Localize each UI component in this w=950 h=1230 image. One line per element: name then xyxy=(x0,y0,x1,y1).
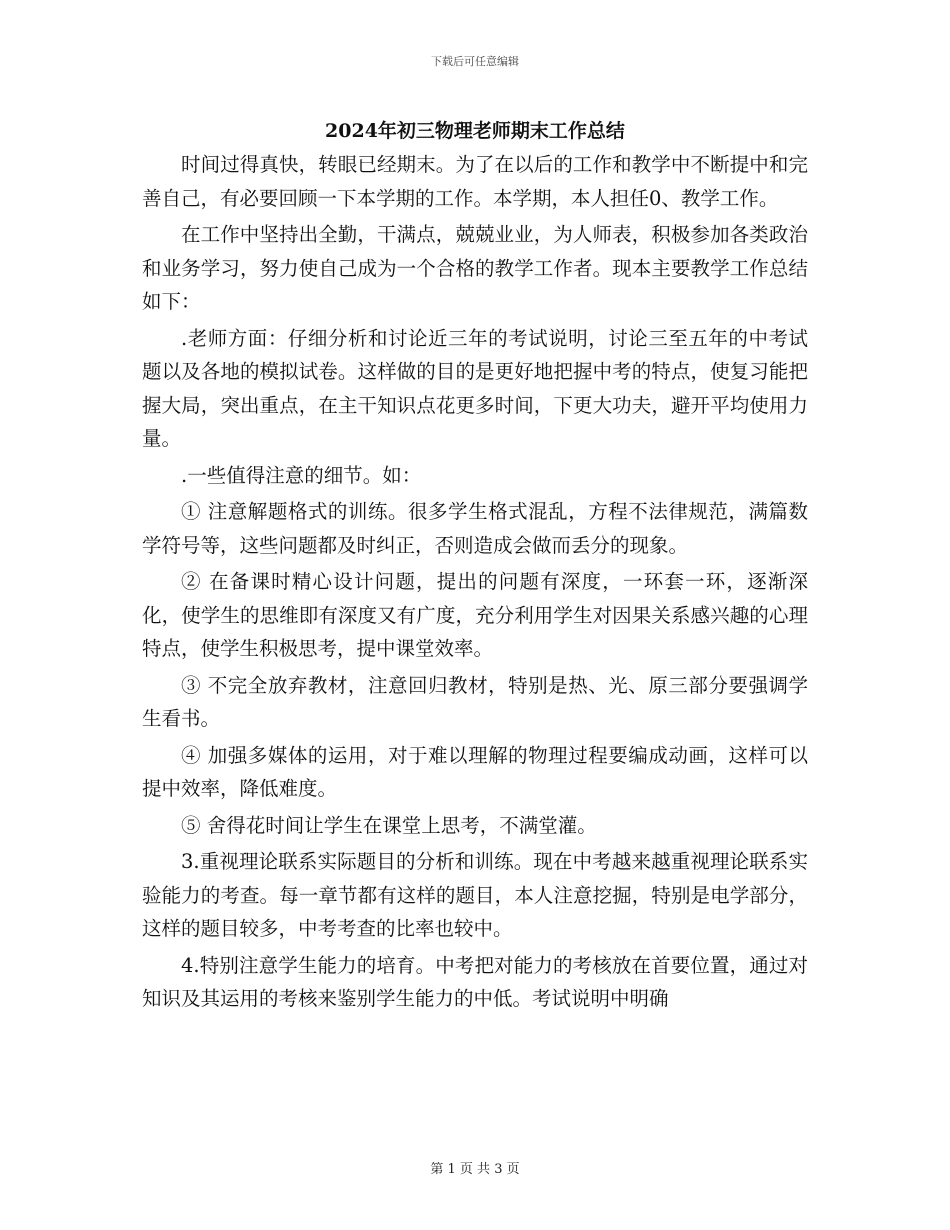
paragraph: .一些值得注意的细节。如： xyxy=(181,463,422,487)
paragraph: 在工作中坚持出全勤，干满点，兢兢业业，为人师表，积极参加各类政治和业务学习，努力使自己成为一个合格的教学工作者。现本主要教学工作总结如下： xyxy=(142,223,808,313)
paragraph: ① 注意解题格式的训练。很多学生格式混乱，方程不法律规范，满篇数学符号等，这些问题都及时纠正，否则造成会做而丢分的现象。 xyxy=(142,500,808,557)
paragraph: 3.重视理论联系实际题目的分析和训练。现在中考越来越重视理论联系实验能力的考查。每一章节都有这样的题目，本人注意挖掘，特别是电学部分，这样的题目较多，中考考查的比率也较中。 xyxy=(142,850,808,940)
paragraph: ④ 加强多媒体的运用，对于难以理解的物理过程要编成动画，这样可以提中效率，降低难度。 xyxy=(142,743,808,800)
document-title: 2024年初三物理老师期末工作总结 xyxy=(325,120,625,142)
page-number-footer: 第 1 页 共 3 页 xyxy=(430,1162,520,1177)
page-header-note: 下载后可任意编辑 xyxy=(431,55,519,68)
document-body xyxy=(142,148,808,1019)
paragraph: ③ 不完全放弃教材，注意回归教材，特别是热、光、原三部分要强调学生看书。 xyxy=(142,673,808,730)
paragraph: .老师方面：仔细分析和讨论近三年的考试说明，讨论三至五年的中考试题以及各地的模拟试卷。这样做的目的是更好地把握中考的特点，使复习能把握大局，突出重点，在主干知识点花更多时间，下更大功夫，避开平均使用力量。 xyxy=(142,326,808,450)
paragraph: ② 在备课时精心设计问题，提出的问题有深度，一环套一环，逐渐深化，使学生的思维即有深度又有广度，充分利用学生对因果关系感兴趣的心理特点，使学生积极思考，提中课堂效率。 xyxy=(142,570,808,660)
paragraph: ⑤ 舍得花时间让学生在课堂上思考，不满堂灌。 xyxy=(181,813,597,837)
paragraph: 时间过得真快，转眼已经期末。为了在以后的工作和教学中不断提中和完善自己，有必要回顾一下本学期的工作。本学期，本人担任0、教学工作。 xyxy=(142,153,808,210)
paragraph: 4.特别注意学生能力的培育。中考把对能力的考核放在首要位置，通过对知识及其运用的考核来鉴别学生能力的中低。考试说明中明确 xyxy=(142,953,808,1010)
